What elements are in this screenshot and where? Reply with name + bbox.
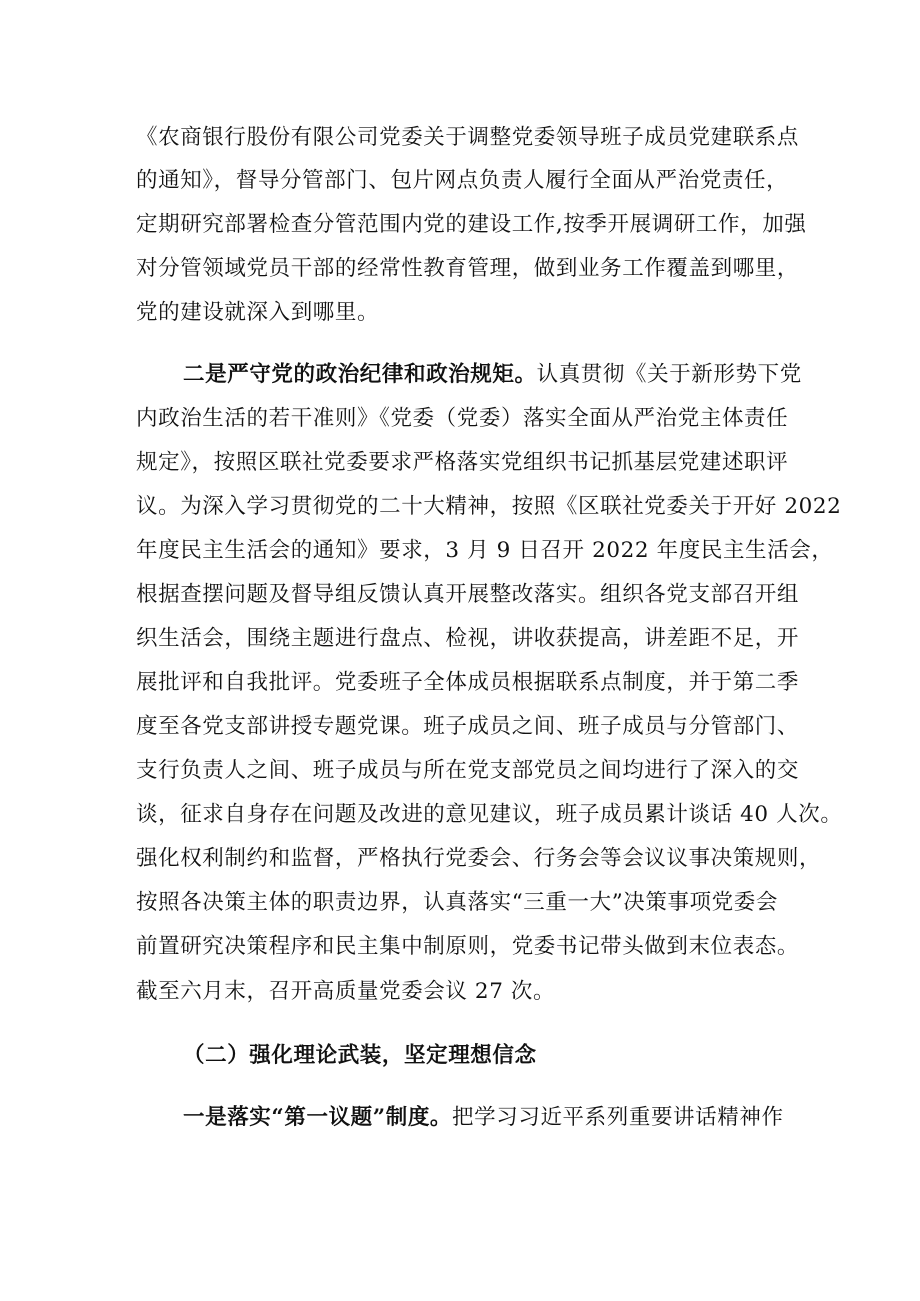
text-line: 按照各决策主体的职责边界，认真落实“三重一大”决策事项党委会	[136, 890, 778, 915]
text-line: 支行负责人之间、班子成员与所在党支部党员之间均进行了深入的交	[136, 758, 800, 783]
paragraph-text: 把学习习近平系列重要讲话精神作	[452, 1105, 784, 1130]
text-line: 定期研究部署检查分管范围内党的建设工作,按季开展调研工作，加强	[136, 212, 807, 237]
paragraph-heading: 一是落实“第一议题”制度。	[183, 1105, 453, 1130]
text-line: 前置研究决策程序和民主集中制原则，党委书记带头做到末位表态。	[136, 934, 800, 959]
paragraph-heading: 二是严守党的政治纪律和政治规矩。	[183, 362, 537, 387]
text-line: 强化权利制约和监督，严格执行党委会、行务会等会议议事决策规则，	[136, 846, 822, 871]
text-line: 展批评和自我批评。党委班子全体成员根据联系点制度，并于第二季	[136, 670, 800, 695]
text-line: 对分管领域党员干部的经常性教育管理，做到业务工作覆盖到哪里，	[136, 256, 800, 281]
paragraph-first-line	[0, 355, 920, 395]
text-line: 内政治生活的若干准则》《党委（党委）落实全面从严治党主体责任	[136, 406, 789, 431]
text-line: 的通知》，督导分管部门、包片网点负责人履行全面从严治党责任，	[136, 168, 789, 193]
text-line: 谈，征求自身存在问题及改进的意见建议，班子成员累计谈话 40 人次。	[136, 802, 843, 827]
text-line: 《农商银行股份有限公司党委关于调整党委领导班子成员党建联系点	[136, 125, 800, 150]
text-line: 年度民主生活会的通知》要求，3 月 9 日召开 2022 年度民主生活会，	[136, 538, 834, 563]
paragraph-first-line	[0, 1098, 920, 1138]
text-line: 规定》，按照区联社党委要求严格落实党组织书记抓基层党建述职评	[136, 450, 789, 475]
text-line: 截至六月末，召开高质量党委会议 27 次。	[136, 979, 556, 1004]
text-line: 度至各党支部讲授专题党课。班子成员之间、班子成员与分管部门、	[136, 714, 800, 739]
text-line: 议。为深入学习贯彻党的二十大精神，按照《区联社党委关于开好 2022	[136, 494, 842, 519]
text-line: 根据查摆问题及督导组反馈认真开展整改落实。组织各党支部召开组	[136, 582, 800, 607]
paragraph-text: 认真贯彻《关于新形势下党	[536, 362, 802, 387]
section-heading: （二）强化理论武装，坚定理想信念	[183, 1043, 537, 1068]
text-line: 党的建设就深入到哪里。	[136, 300, 380, 325]
text-line: 织生活会，围绕主题进行盘点、检视，讲收获提高，讲差距不足，开	[136, 626, 800, 651]
